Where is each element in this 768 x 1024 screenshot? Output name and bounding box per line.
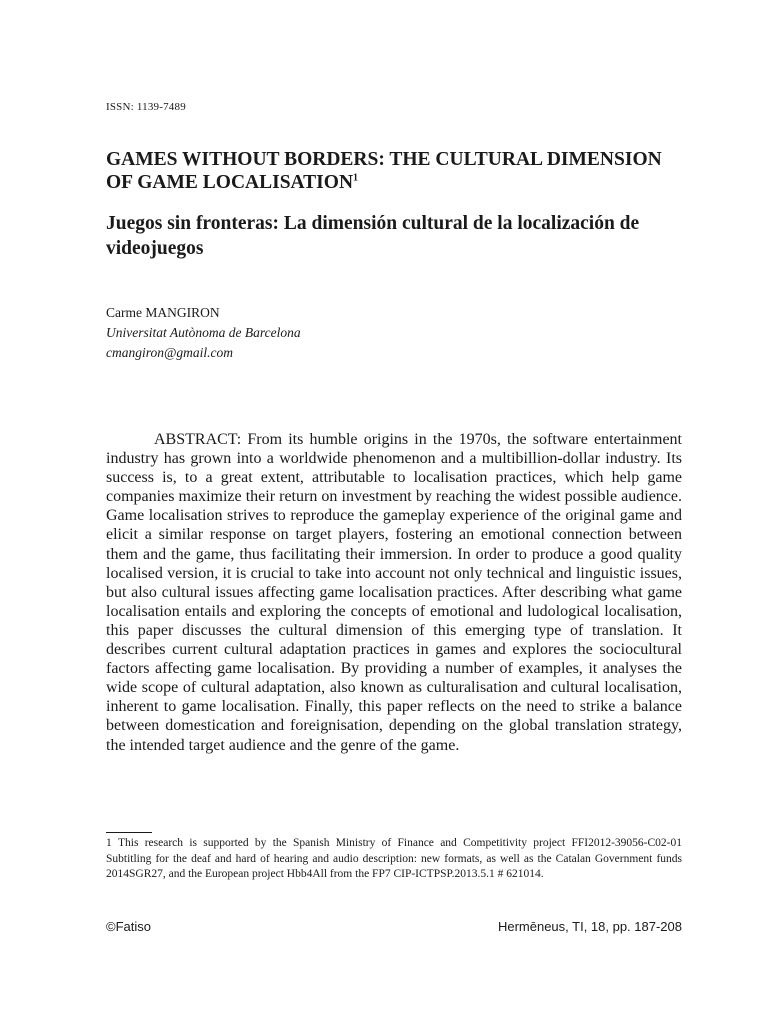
footnote-text: This research is supported by the Spanish Ministry of Finance and Competitivity project FFI2012-39056-C02-01 Subtitling for the deaf and hard of hearing and audio description: new formats, as well as the Catalan Government funds 2014SGR27, and the European project Hbb4All from the FP7 CIP-ICTPSP.2013.5.1 # 621014. <box>106 837 682 880</box>
english-title <box>106 148 682 194</box>
author-block <box>106 303 301 363</box>
english-title-text: GAMES WITHOUT BORDERS: THE CULTURAL DIMENSION OF GAME LOCALISATION <box>106 149 662 193</box>
author-email: cmangiron@gmail.com <box>106 345 234 360</box>
author-affiliation: Universitat Autònoma de Barcelona <box>106 325 301 340</box>
footnote-divider <box>106 832 152 833</box>
footnote <box>106 836 682 883</box>
abstract-paragraph: ABSTRACT: From its humble origins in the 1970s, the software entertainment industry has grown into a worldwide phenomenon and a multibillion-dollar industry. Its success is, to a great extent, attributable to localisation practices, which help game companies maximize their return on investment by reaching the widest possible audience. Game localisation strives to reproduce the gameplay experience of the original game and elicit a similar response on target players, fostering an emotional connection between them and the game, thus facilitating their immersion. In order to produce a good quality localised version, it is crucial to take into account not only technical and linguistic issues, but also cultural issues affecting game localisation practices. After describing what game localisation entails and exploring the concepts of emotional and ludological localisation, this paper discusses the cultural dimension of this emerging type of translation. It describes current cultural adaptation practices in games and explores the sociocultural factors affecting game localisation. By providing a number of examples, it analyses the wide scope of cultural adaptation, also known as culturalisation and cultural localisation, inherent to game localisation. Finally, this paper reflects on the need to strike a balance between domestication and foreignisation, depending on the global translation strategy, the intended target audience and the genre of the game. <box>106 431 682 754</box>
journal-citation: Hermēneus, TI, 18, pp. 187-208 <box>497 919 682 934</box>
author-name: Carme MANGIRON <box>106 305 220 320</box>
footnote-number: 1 <box>106 837 112 849</box>
spanish-title: Juegos sin fronteras: La dimensión cultural de la localización de videojuegos <box>106 213 640 259</box>
copyright-text: ©Fatiso <box>106 919 151 934</box>
issn-line: ISSN: 1139-7489 <box>106 101 186 113</box>
paper-page <box>106 0 682 1024</box>
title-footnote-mark: 1 <box>353 172 359 184</box>
